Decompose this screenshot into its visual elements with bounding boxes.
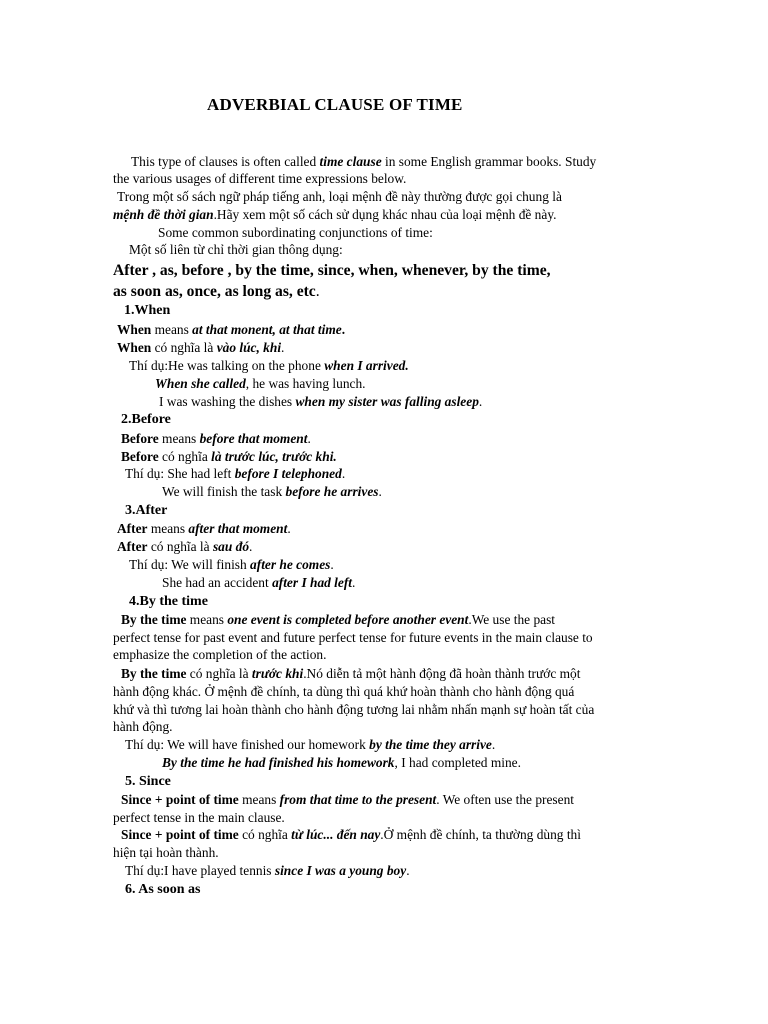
when-means: When means at that monent, at that time.	[117, 322, 346, 337]
when-example-1: Thí dụ:He was talking on the phone when I arrived.	[129, 358, 409, 373]
since-vi-line-2: hiện tại hoàn thành.	[113, 845, 219, 860]
page-title: ADVERBIAL CLAUSE OF TIME	[207, 95, 463, 114]
heading-when: 1.When	[124, 303, 171, 318]
before-vi: Before có nghĩa là trước lúc, trước khi.	[121, 449, 337, 464]
by-the-time-example-2: By the time he had finished his homework, I had completed mine.	[162, 755, 521, 770]
after-example-2: She had an accident after I had left.	[162, 575, 356, 590]
by-the-time-example-1: Thí dụ: We will have finished our homework by the time they arrive.	[125, 737, 496, 752]
by-the-time-vi-line-2: hành động khác. Ở mệnh đề chính, ta dùng thì quá khứ hoàn thành cho hành động quá	[113, 684, 575, 699]
when-vi: When có nghĩa là vào lúc, khi.	[117, 340, 285, 355]
heading-as-soon-as: 6. As soon as	[125, 882, 201, 897]
after-means: After means after that moment.	[117, 521, 291, 536]
before-example-2: We will finish the task before he arrives.	[162, 484, 382, 499]
by-the-time-means: By the time means one event is completed before another event.We use the past	[121, 612, 556, 627]
by-the-time-vi-line-4: hành động.	[113, 719, 173, 734]
common-conjunctions-vi: Một số liên từ chỉ thời gian thông dụng:	[129, 242, 343, 257]
common-conjunctions-en: Some common subordinating conjunctions of time:	[158, 225, 433, 240]
intro-vi-line-2: mệnh đề thời gian.Hãy xem một số cách sử dụng khác nhau của loại mệnh đề này.	[113, 207, 557, 222]
intro-en-line-1: This type of clauses is often called time clause in some English grammar books. Study	[131, 154, 597, 169]
before-means: Before means before that moment.	[121, 431, 311, 446]
intro-vi-line-1: Trong một số sách ngữ pháp tiếng anh, loại mệnh đề này thường được gọi chung là	[117, 189, 562, 204]
when-example-2: When she called, he was having lunch.	[155, 376, 366, 391]
heading-after: 3.After	[125, 503, 168, 518]
since-example-1: Thí dụ:I have played tennis since I was a young boy.	[125, 863, 410, 878]
after-example-1: Thí dụ: We will finish after he comes.	[129, 557, 334, 572]
by-the-time-en-line-2: perfect tense for past event and future perfect tense for future events in the main clause to	[113, 630, 593, 645]
conjunction-list-line-1: After , as, before , by the time, since, when, whenever, by the time,	[113, 262, 551, 279]
heading-by-the-time: 4.By the time	[129, 594, 208, 609]
conjunction-list-line-2: as soon as, once, as long as, etc.	[113, 283, 320, 300]
intro-en-line-2: the various usages of different time expressions below.	[113, 171, 407, 186]
when-example-3: I was washing the dishes when my sister was falling asleep.	[159, 394, 483, 409]
heading-since: 5. Since	[125, 774, 171, 789]
heading-before: 2.Before	[121, 412, 171, 427]
by-the-time-vi: By the time có nghĩa là trước khi.Nó diễn tả một hành động đã hoàn thành trước một	[121, 666, 581, 681]
since-vi: Since + point of time có nghĩa từ lúc... đến nay.Ở mệnh đề chính, ta thường dùng thì	[121, 827, 581, 842]
since-means: Since + point of time means from that time to the present. We often use the present	[121, 792, 574, 807]
by-the-time-en-line-3: emphasize the completion of the action.	[113, 647, 327, 662]
since-en-line-2: perfect tense in the main clause.	[113, 810, 285, 825]
before-example-1: Thí dụ: She had left before I telephoned.	[125, 466, 346, 481]
after-vi: After có nghĩa là sau đó.	[117, 539, 253, 554]
by-the-time-vi-line-3: khứ và thì tương lai hoàn thành cho hành động tương lai nhằm nhấn mạnh sự hoàn tất của	[113, 702, 595, 717]
